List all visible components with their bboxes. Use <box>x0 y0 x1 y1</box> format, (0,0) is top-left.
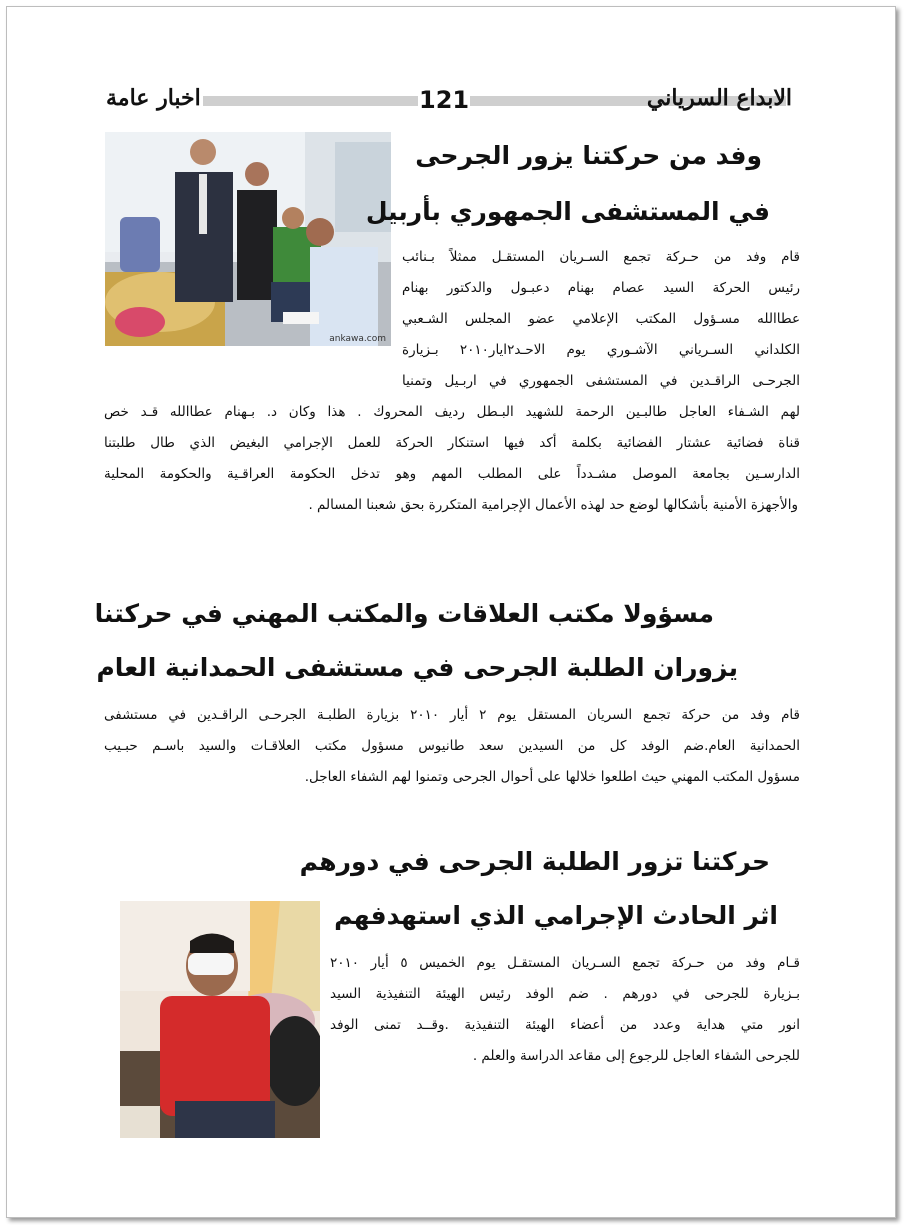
article2-headline-line2: يزوران الطلبة الجرحى في مستشفى الحمدانية العام <box>96 653 738 682</box>
article1-headline-line2: في المستشفى الجمهوري بأربيل <box>365 197 770 226</box>
article1-line: قام وفد من حـركة تجمع السـريان المستقـل ممثلاً بـنائب <box>402 249 800 265</box>
hospital-visit-photo <box>105 132 391 346</box>
article1-line: قناة فضائية عشتار الفضائية بكلمة أكد فيها استنكار الحركة للعمل الإجرامي البغيض الذي طال طلبتنا <box>104 435 800 451</box>
article3-line: للجرحى الشفاء العاجل للرجوع إلى مقاعد الدراسة والعلم . <box>472 1048 800 1064</box>
page-number: 121 <box>419 86 470 114</box>
header-bar-left <box>203 96 418 106</box>
article2-headline-line1: مسؤولا مكتب العلاقات والمكتب المهني في حركتنا <box>94 599 714 628</box>
article1-line: الدارسـين بجامعة الموصل مشـدداً على المطلب المهم وهو تدخل الحكومة العراقـية والحكومة المحلية <box>104 466 800 482</box>
article2-line: قام وفد من حركة تجمع السريان المستقل يوم ٢ أيار ٢٠١٠ بزيارة الطلبـة الجرحـى الراقـدين في مستشفى <box>104 707 800 723</box>
article1-body-narrow <box>402 242 800 397</box>
publication-title: الابداع السرياني <box>646 85 792 111</box>
article3-line: بـزيارة للجرحى في دورهم . ضم الوفد رئيس الهيئة التنفيذية السيد <box>330 986 800 1002</box>
article3-line: انور متي هداية وعدد من أعضاء الهيئة التنفيذية .وقــد تمنى الوفد <box>330 1017 800 1033</box>
article3-headline-line1: حركتنا تزور الطلبة الجرحى في دورهم <box>299 847 770 876</box>
article3-line: قـام وفد من حـركة تجمع السـريان المستقـل يوم الخميس ٥ أيار ٢٠١٠ <box>330 955 800 971</box>
article2-line: مسؤول المكتب المهني حيث اطلعوا خلالها على أحوال الجرحى وتمنوا لهم الشفاء العاجل. <box>304 769 800 785</box>
article3-body <box>330 948 800 1072</box>
photo-credit: ankawa.com <box>329 334 386 344</box>
article1-body-wide <box>104 397 800 521</box>
article1-line: والأجهزة الأمنية بأشكالها لوضع حد لهذه الأعمال الإجرامية المتكررة بحق شعبنا المسالم . <box>308 497 798 513</box>
article1-line: رئيس الحركة السيد عصام بهنام دعبـول والدكتور بهنام <box>402 280 800 296</box>
article1-line: الجرحـى الراقـدين في المستشفى الجمهوري في اربـيل وتمنيا <box>402 373 800 389</box>
article2-body <box>104 700 800 793</box>
article1-line: عطاالله مسـؤول المكتب الإعلامي عضو المجلس الشـعبي <box>402 311 800 327</box>
article1-line: لهم الشـفاء العاجل طالبـين الرحمة للشهيد البـطل رديف المحروك . هذا وكان د. بـهنام عطاالله قـد خص <box>104 404 800 420</box>
article3-headline-line2: اثر الحادث الإجرامي الذي استهدفهم <box>334 901 778 930</box>
injured-student-photo <box>120 901 320 1138</box>
article1-line: الكلداني السـرياني الآشـوري يوم الاحـد٢ايار٢٠١٠ بـزيارة <box>402 342 800 358</box>
article1-headline-line1: وفد من حركتنا يزور الجرحى <box>415 141 762 170</box>
article2-line: الحمدانية العام.ضم الوفد كل من السيدين سعد طانيوس مسؤول مكتب العلاقـات والسيد باسـم حبـيب <box>104 738 800 754</box>
section-title: اخبار عامة <box>106 85 201 111</box>
